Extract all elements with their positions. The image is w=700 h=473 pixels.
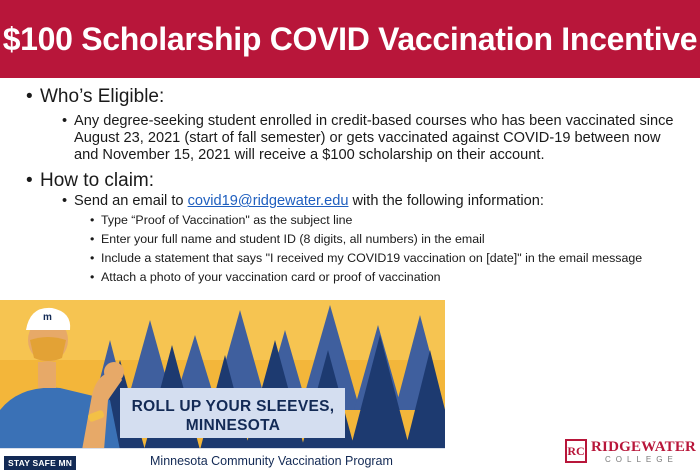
step-statement: • Include a statement that says "I received my COVID19 vaccination on [date]" in the email message: [101, 251, 642, 265]
banner-headline-line2: MINNESOTA: [185, 417, 281, 434]
page-title: $100 Scholarship COVID Vaccination Incentive: [2, 20, 698, 57]
program-name: Minnesota Community Vaccination Program: [150, 454, 393, 468]
ridgewater-mark-icon: RC: [565, 439, 587, 463]
claim-prefix: Send an email to: [74, 193, 188, 209]
step-subject-line: • Type “Proof of Vaccination" as the subject line: [101, 213, 352, 227]
logo-subtitle: COLLEGE: [605, 455, 678, 464]
banner-headline-line1: ROLL UP YOUR SLEEVES,: [131, 398, 335, 415]
stay-safe-badge: STAY SAFE MN: [4, 456, 76, 470]
ridgewater-logo: [565, 437, 695, 467]
eligibility-text: • Any degree-seeking student enrolled in credit-based courses who has been vaccinated since August 23, 2021 (start of fall semester) or gets vaccinated against COVID-19 between now and November 15, 2021 will receive a $100 scholarship on their account.: [74, 113, 674, 164]
logo-name: RIDGEWATER: [591, 439, 697, 455]
step-name-id: • Enter your full name and student ID (8 digits, all numbers) in the email: [101, 232, 485, 246]
step-attach-photo: • Attach a photo of your vaccination card or proof of vaccination: [101, 270, 441, 284]
vaccination-banner: [0, 300, 445, 473]
email-link[interactable]: covid19@ridgewater.edu: [187, 193, 349, 209]
claim-heading: • How to claim:: [40, 170, 154, 192]
cap-logo: m: [43, 312, 52, 323]
claim-instruction: [74, 193, 674, 210]
banner-footer: [0, 448, 445, 473]
claim-suffix: with the following information:: [348, 193, 544, 209]
banner-headline: [128, 397, 338, 435]
title-banner: [0, 0, 700, 78]
eligibility-heading: • Who’s Eligible:: [40, 86, 164, 108]
